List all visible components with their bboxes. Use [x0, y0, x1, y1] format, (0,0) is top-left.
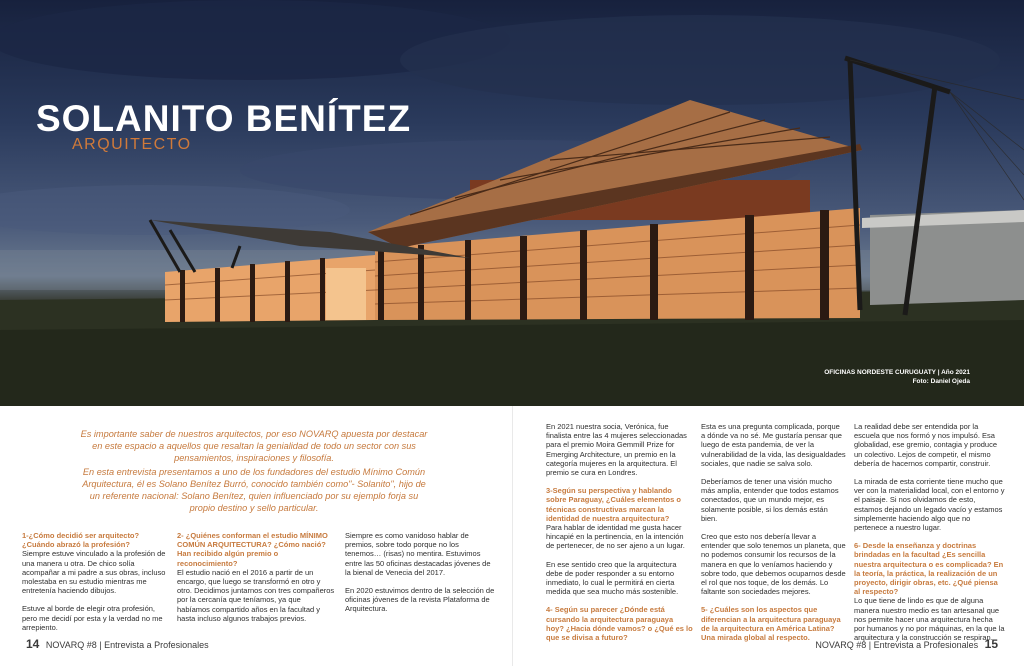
answer-2-awards-continued: En 2020 estuvimos dentro de la selección de oficinas jóvenes de la revista Plataforma de Arquitectura. — [345, 586, 495, 614]
caption-credit: Foto: Daniel Ojeda — [912, 378, 970, 385]
footer-right — [815, 637, 1002, 651]
page-subtitle: ARQUITECTO — [72, 136, 192, 153]
answer-5: La realidad debe ser entendida por la escuela que nos formó y nos impulsó. Esa globalidad, ese gremio, contagia y produce un colectivo. Lejos de competir, el mismo debería de hacernos compartir, construir. — [854, 422, 998, 468]
question-3: 3-Según su perspectiva y hablando sobre Paraguay, ¿Cuáles elementos o técnicas constructivas marcan la identidad de nuestra arquitectura? — [546, 486, 681, 523]
footer-right-text: NOVARQ #8 | Entrevista a Profesionales — [815, 640, 979, 650]
footer-left — [22, 637, 209, 651]
caption-project: OFICINAS NORDESTE CURUGUATY | Año 2021 — [824, 369, 970, 376]
answer-2-finalist: En 2021 nuestra socia, Verónica, fue finalista entre las 4 mujeres seleccionadas para el premio Moira Gemmill Prize for Emerging Architecture, un premio en la categoría mujeres en la arquitectura. El premio se cura en Londres. — [546, 422, 687, 478]
intro-paragraph-1: Es importante saber de nuestros arquitectos, por eso NOVARQ apuesta por destacar en este espacio a aquellos que resaltan la genialidad de todo un sector con sus pensamientos, inspiraciones y filosofía. — [80, 429, 428, 463]
page-title: SOLANITO BENÍTEZ — [36, 98, 412, 139]
text-column-2 — [177, 531, 335, 632]
page-gutter — [512, 406, 513, 666]
answer-1-continued: Estuve al borde de elegir otra profesión, pero me decidí por esta y la verdad no me arrepiento. — [22, 604, 163, 632]
answer-3: Para hablar de identidad me gusta hacer hincapié en la pertinencia, en la intención de pertenecer, de no ser ajeno a un lugar. — [546, 523, 685, 551]
answer-4: Esta es una pregunta complicada, porque a dónde va no sé. Me gustaría pensar que luego de esta pandemia, de ver la vulnerabilidad de la vida, las desigualdades sociales, que nadie se salva solo. — [701, 422, 846, 468]
text-column-1 — [22, 531, 171, 641]
answer-4-continued: Deberíamos de tener una visión mucho más amplia, entender que todos estamos conectados, que un mundo mejor, es solamente posible, si los demás están bien. — [701, 477, 839, 523]
answer-5-continued: La mirada de esta corriente tiene mucho que ver con la materialidad local, con el entorno y el paisaje. Si nos olvidamos de esto, estamos dejando un legado vacío y estamos simplemente haciendo algo que no pertenece a nuestro lugar. — [854, 477, 1005, 533]
answer-4-closing: Creo que esto nos debería llevar a entender que solo tenemos un planeta, que no podemos consumir los recursos de la manera en que lo veníamos haciendo y sobre todo, que debemos ocuparnos desde el rol que nos toque, de los demás. Lo faltante son sociedades mejores. — [701, 532, 846, 597]
photo-caption — [824, 368, 970, 386]
question-5: 5- ¿Cuáles son los aspectos que diferencian a la arquitectura paraguaya de la arquitectura en América Latina? Una mirada global al respecto. — [701, 605, 841, 643]
answer-3-continued: En ese sentido creo que la arquitectura debe de poder responder a su entorno inmediato, lo cual le permitirá en cierta medida que sea mucho más sostenible. — [546, 559, 679, 597]
page-number-left: 14 — [26, 637, 40, 651]
answer-6: Lo que tiene de lindo es que de alguna manera nuestro medio es tan artesanal que nos permite hacer una arquitectura hecha por humanos y no por máquinas, en la que la arquitectura y la construcción se respiran. — [854, 596, 1005, 643]
answer-1: Siempre estuve vinculado a la profesión de una manera u otra. De chico solía acompañar a mi padre a sus obras, incluso molestaba en su estudio mientras me entretenía haciendo dibujos. — [22, 549, 166, 596]
footer-left-text: NOVARQ #8 | Entrevista a Profesionales — [45, 640, 209, 650]
question-6: 6- Desde la enseñanza y doctrinas brindadas en la facultad ¿Es sencilla nuestra arquitectura o es complicada? En la teoría, la práctica, la realización de un proyecto, dirigir obras, etc. ¿Qué piensa al respecto? — [854, 541, 1004, 597]
text-column-5 — [701, 422, 846, 642]
question-4: 4- Según su parecer ¿Dónde está cursando la arquitectura paraguaya hoy? ¿Hacia dónde vamos? o ¿Qué es lo que se divisa a futuro? — [546, 605, 693, 643]
page-number-right: 15 — [984, 637, 998, 651]
question-1: 1-¿Cómo decidió ser arquitecto? ¿Cuándo abrazó la profesión? — [22, 531, 140, 550]
answer-2: El estudio nació en el 2016 a partir de un encargo, que luego se transformó en otro y otro. Decidimos juntarnos con tres compañeros por la cercanía que teníamos, ya que habíamos compartido años en la facultad y hasta incluso algunos trabajos previos. — [177, 567, 335, 623]
intro-paragraph-2: En esta entrevista presentamos a uno de los fundadores del estudio Mínimo Común Arquitectura, él es Solano Benítez Burró, conocido también como"- Solanito", hijo de un referente nacional: Solano Benítez, quien influenciado por su ejemplo forja su propio destino y sello particular. — [82, 467, 426, 513]
text-column-6 — [854, 422, 1005, 642]
text-column-3 — [345, 531, 495, 623]
question-2: 2- ¿Quiénes conforman el estudio MÍNIMO COMÚN ARQUITECTURA? ¿Cómo nació? Han recibido algún premio o reconocimiento? — [177, 531, 328, 568]
text-column-4 — [546, 422, 693, 642]
answer-2-awards: Siempre es como vanidoso hablar de premios, sobre todo porque no los tenemos… (risas) no mentira. Estuvimos entre las 50 oficinas destacadas jóvenes de la bienal de Venecia del 2017. — [345, 531, 491, 577]
